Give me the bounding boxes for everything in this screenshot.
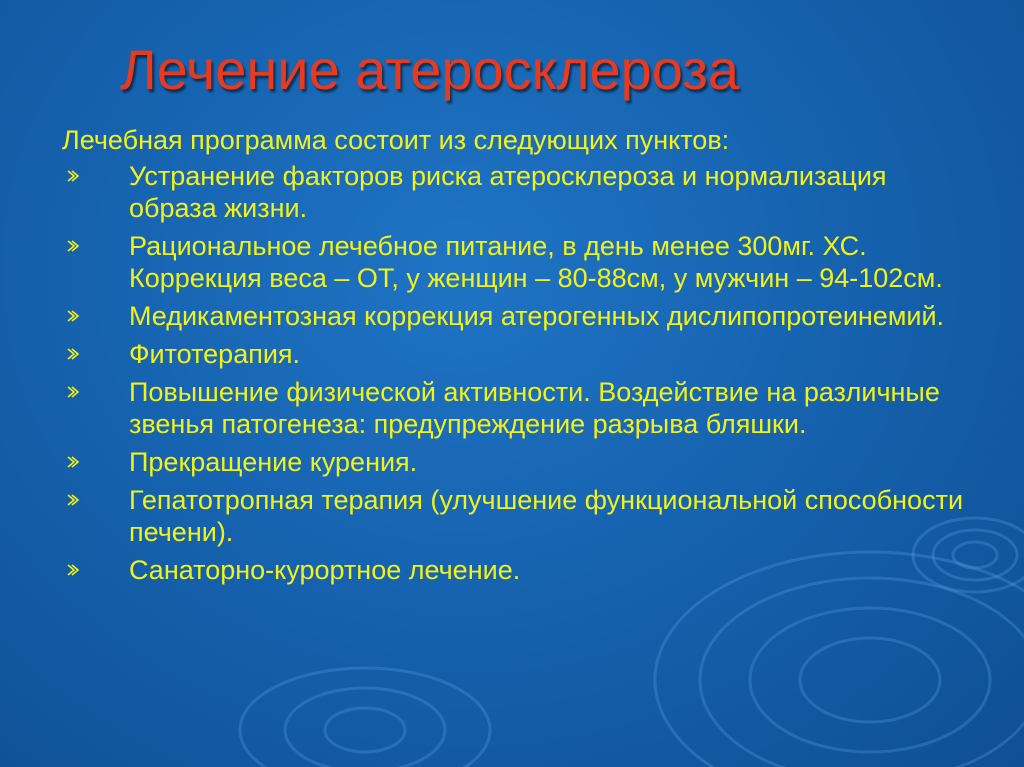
list-item-text: Медикаментозная коррекция атерогенных дислипопротеинемий.: [129, 301, 945, 331]
list-item-text: Рациональное лечебное питание, в день менее 300мг. ХС. Коррекция веса – ОТ, у женщин – 80-88см, у мужчин – 94-102см.: [129, 231, 943, 293]
list-item-text: Устранение факторов риска атеросклероза и нормализация образа жизни.: [129, 161, 887, 223]
list-item-text: Повышение физической активности. Воздействие на различные звенья патогенеза: предупреждение разрыва бляшки.: [129, 377, 940, 439]
list-item: [62, 446, 972, 478]
list-item-text: Санаторно-курортное лечение.: [129, 555, 521, 585]
list-item: [62, 484, 972, 548]
list-item: [62, 376, 972, 440]
list-item: [62, 160, 972, 224]
arrow-bullet-icon: [66, 493, 80, 507]
list-item: [62, 554, 972, 586]
slide-content: [62, 124, 972, 592]
list-item-text: Прекращение курения.: [129, 447, 418, 477]
list-item: [62, 338, 972, 370]
list-item-text: Фитотерапия.: [129, 339, 301, 369]
list-item: [62, 300, 972, 332]
arrow-bullet-icon: [66, 563, 80, 577]
arrow-bullet-icon: [66, 385, 80, 399]
arrow-bullet-icon: [66, 169, 80, 183]
arrow-bullet-icon: [66, 347, 80, 361]
arrow-bullet-icon: [66, 309, 80, 323]
list-item: [62, 230, 972, 294]
arrow-bullet-icon: [66, 455, 80, 469]
list-item-text: Гепатотропная терапия (улучшение функциональной способности печени).: [129, 485, 964, 547]
slide-title: Лечение атеросклероза: [120, 38, 740, 101]
treatment-list: [62, 160, 972, 586]
arrow-bullet-icon: [66, 239, 80, 253]
intro-text: Лечебная программа состоит из следующих пунктов:: [62, 125, 730, 155]
